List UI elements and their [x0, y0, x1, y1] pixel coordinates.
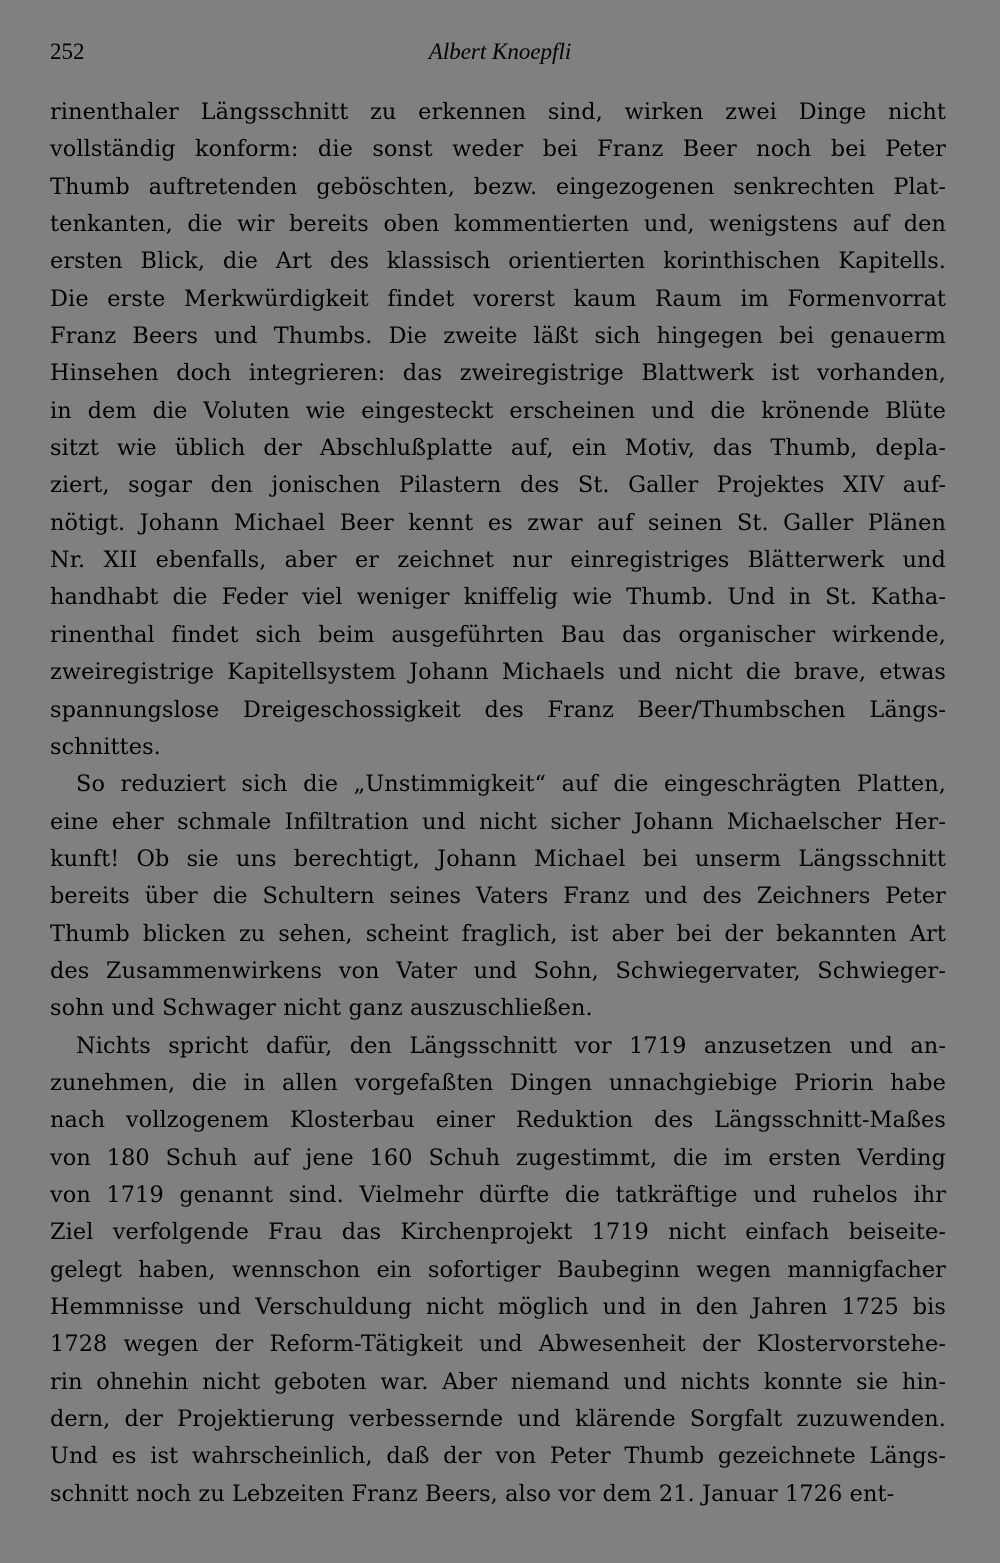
text-line: rin ohnehin nicht geboten war. Aber niemand und nichts konnte sie hin- [50, 1368, 946, 1395]
text-line: Die erste Merkwürdigkeit findet vorerst kaum Raum im Formenvorrat [50, 285, 946, 312]
text-line: schnitt noch zu Lebzeiten Franz Beers, also vor dem 21. Januar 1726 ent- [50, 1480, 895, 1507]
text-line: sitzt wie üblich der Abschlußplatte auf, ein Motiv, das Thumb, depla- [50, 435, 946, 462]
text-line: Nr. XII ebenfalls, aber er zeichnet nur einregistriges Blätterwerk und [50, 547, 946, 574]
page-header [50, 36, 950, 68]
text-line: Franz Beers und Thumbs. Die zweite läßt sich hingegen bei genauerm [50, 323, 946, 350]
text-line: ziert, sogar den jonischen Pilastern des St. Galler Projektes XIV auf- [50, 472, 946, 499]
text-line: zunehmen, die in allen vorgefaßten Dingen unnachgiebige Priorin habe [50, 1069, 946, 1096]
text-line: Und es ist wahrscheinlich, daß der von Peter Thumb gezeichnete Längs- [50, 1443, 946, 1470]
text-line: zweiregistrige Kapitellsystem Johann Michaels und nicht die brave, etwas [50, 659, 946, 686]
text-line: nötigt. Johann Michael Beer kennt es zwar auf seinen St. Galler Plänen [50, 509, 946, 536]
text-line: nach vollzogenem Klosterbau einer Reduktion des Längsschnitt-Maßes [50, 1107, 946, 1134]
text-line: gelegt haben, wennschon ein sofortiger Baubeginn wegen mannigfacher [50, 1256, 946, 1283]
text-line: von 180 Schuh auf jene 160 Schuh zugestimmt, die im ersten Verding [50, 1144, 946, 1171]
paragraph [50, 94, 946, 766]
text-line: in dem die Voluten wie eingesteckt erscheinen und die krönende Blüte [50, 397, 946, 424]
text-line: kunft! Ob sie uns berechtigt, Johann Michael bei unserm Längsschnitt [50, 845, 946, 872]
text-line: von 1719 genannt sind. Vielmehr dürfte die tatkräftige und ruhelos ihr [50, 1181, 946, 1208]
page-number: 252 [50, 39, 85, 64]
text-line: 1728 wegen der Reform-Tätigkeit und Abwesenheit der Klostervorstehe- [50, 1331, 946, 1358]
text-line: schnittes. [50, 733, 161, 760]
text-line: sohn und Schwager nicht ganz auszuschließen. [50, 995, 593, 1022]
text-line: Hinsehen doch integrieren: das zweiregistrige Blattwerk ist vorhanden, [50, 360, 946, 387]
running-head: Albert Knoepfli [428, 39, 572, 64]
text-line: Thumb auftretenden geböschten, bezw. eingezogenen senkrechten Plat- [50, 173, 946, 200]
text-line: bereits über die Schultern seines Vaters Franz und des Zeichners Peter [50, 883, 946, 910]
text-line: So reduziert sich die „Unstimmigkeit“ auf die eingeschrägten Platten, [76, 771, 946, 798]
text-line: ersten Blick, die Art des klassisch orientierten korinthischen Kapitells. [50, 248, 946, 275]
text-line: spannungslose Dreigeschossigkeit des Franz Beer/Thumbschen Längs- [50, 696, 946, 723]
text-line: des Zusammenwirkens von Vater und Sohn, Schwiegervater, Schwieger- [50, 957, 946, 984]
text-line: Hemmnisse und Verschuldung nicht möglich und in den Jahren 1725 bis [50, 1294, 946, 1320]
text-line: Nichts spricht dafür, den Längsschnitt vor 1719 anzusetzen und an- [76, 1032, 946, 1059]
paragraph [50, 1028, 946, 1513]
text-line: Thumb blicken zu sehen, scheint fraglich, ist aber bei der bekannten Art [50, 920, 946, 947]
text-line: vollständig konform: die sonst weder bei Franz Beer noch bei Peter [50, 136, 946, 163]
text-line: tenkanten, die wir bereits oben kommentierten und, wenigstens auf den [50, 211, 946, 238]
text-line: rinenthaler Längsschnitt zu erkennen sind, wirken zwei Dinge nicht [50, 99, 946, 125]
body-text [50, 94, 946, 1513]
text-line: rinenthal findet sich beim ausgeführten Bau das organischer wirkende, [50, 621, 946, 648]
text-line: Ziel verfolgende Frau das Kirchenprojekt 1719 nicht einfach beiseite- [50, 1219, 946, 1246]
text-line: eine eher schmale Infiltration und nicht sicher Johann Michaelscher Her- [50, 808, 946, 835]
text-line: handhabt die Feder viel weniger kniffelig wie Thumb. Und in St. Katha- [50, 584, 946, 611]
paragraph [50, 766, 946, 1027]
text-line: dern, der Projektierung verbessernde und klärende Sorgfalt zuzuwenden. [50, 1406, 946, 1433]
